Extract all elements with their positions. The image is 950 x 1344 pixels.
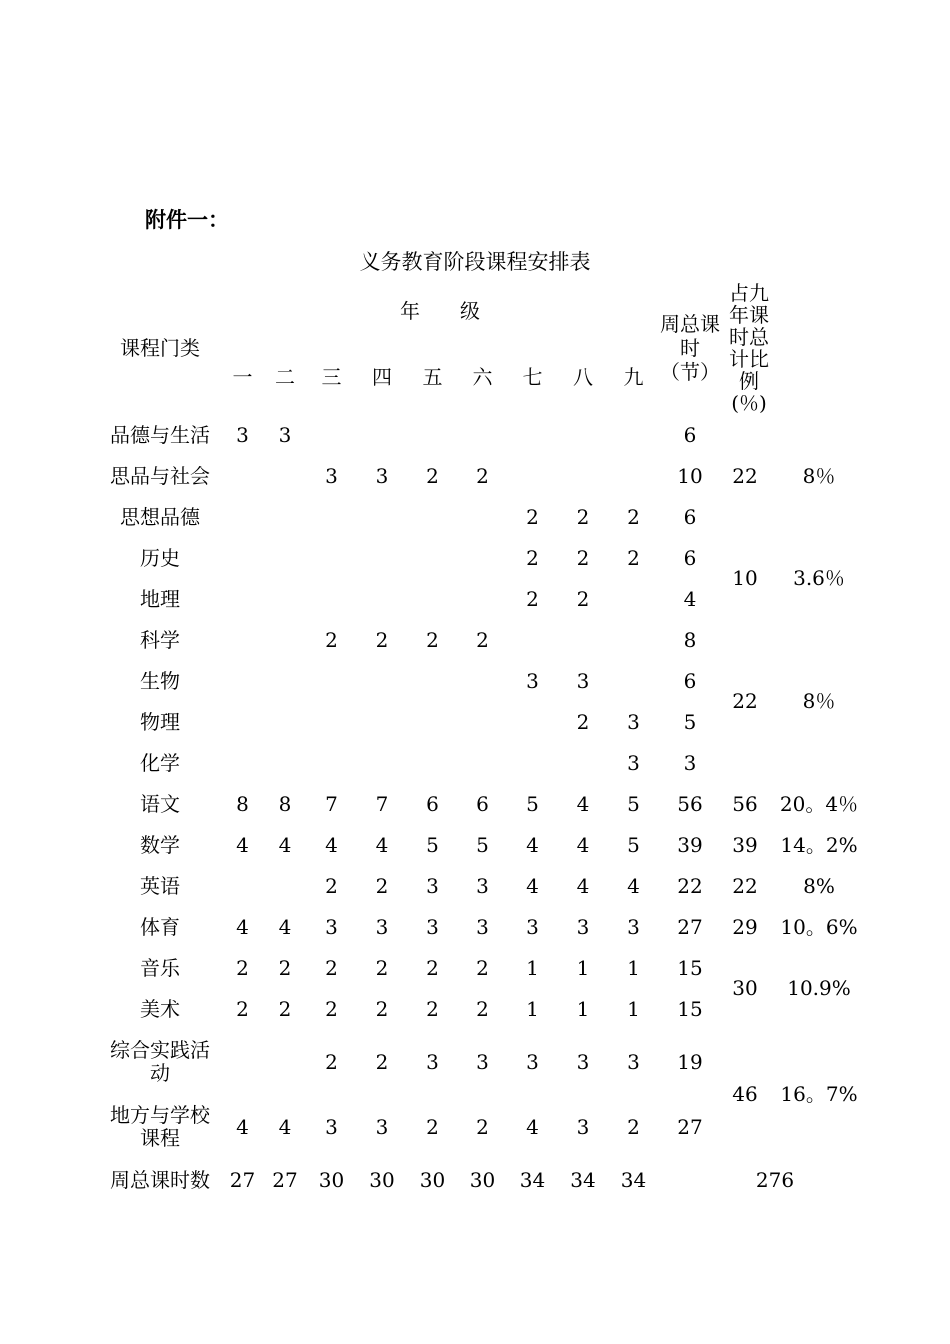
- grade-hours-cell: 3: [627, 1049, 640, 1074]
- grade-hours-cell: 3: [627, 750, 640, 775]
- subject-cell: 美术: [140, 996, 180, 1021]
- grade-hours-cell: [220, 1029, 265, 1094]
- grade-hours-cell: [506, 414, 559, 455]
- grade-hours-cell: 3: [325, 914, 338, 939]
- table-row: [100, 824, 860, 865]
- summary-cell: 27: [272, 1168, 298, 1192]
- grade-hours-cell: 4: [526, 832, 539, 857]
- grade-hours-cell: 5: [627, 832, 640, 857]
- subject-cell: 地理: [140, 586, 180, 611]
- grade-hours-cell: [459, 414, 506, 455]
- grade-hours-cell: 1: [627, 996, 640, 1021]
- grade-hours-cell: [459, 578, 506, 619]
- grade-hours-cell: 2: [426, 955, 439, 980]
- grade-hours-cell: [406, 496, 459, 537]
- grade-hours-cell: 3: [426, 873, 439, 898]
- grade-hours-cell: [305, 496, 358, 537]
- grade-hours-cell: 2: [375, 873, 389, 898]
- grade-hours-cell: 2: [627, 1114, 640, 1139]
- grade-hours-cell: [358, 578, 406, 619]
- weekly-total-cell: 27: [677, 1114, 703, 1139]
- grade-hours-cell: [220, 496, 265, 537]
- group-percent-cell: 16。7%: [780, 1082, 858, 1106]
- grade-hours-cell: [220, 742, 265, 783]
- grade-hours-cell: 4: [278, 1114, 292, 1139]
- grade-hours-cell: 6: [426, 791, 439, 816]
- subject-cell: 语文: [140, 791, 180, 816]
- group-total-cell: 22: [732, 689, 758, 713]
- grade-hours-cell: 3: [236, 422, 249, 447]
- header-grade: 三: [321, 365, 342, 390]
- grade-hours-cell: [305, 742, 358, 783]
- weekly-total-cell: 6: [683, 422, 697, 447]
- grade-hours-cell: 1: [526, 955, 539, 980]
- weekly-total-cell: 27: [677, 914, 703, 939]
- grade-hours-cell: 3: [375, 1114, 389, 1139]
- grade-hours-cell: 2: [325, 873, 338, 898]
- group-total-cell: 22: [732, 873, 758, 898]
- grade-hours-cell: 2: [576, 504, 590, 529]
- grade-hours-cell: 2: [236, 955, 249, 980]
- header-grade: 四: [372, 365, 392, 390]
- grade-hours-cell: [459, 537, 506, 578]
- group-total-cell: 39: [732, 832, 758, 857]
- table-row: [100, 906, 860, 947]
- header-grade: 九: [623, 365, 644, 390]
- header-grade: 一: [232, 365, 253, 390]
- grade-hours-cell: 2: [325, 627, 338, 652]
- grade-hours-cell: 3: [526, 914, 539, 939]
- subject-cell: 物理: [140, 709, 180, 734]
- grade-hours-cell: 3: [476, 914, 489, 939]
- grade-hours-cell: [305, 578, 358, 619]
- grade-hours-cell: 4: [375, 832, 389, 857]
- grade-hours-cell: 2: [476, 996, 489, 1021]
- group-percent-cell: 8%: [803, 873, 835, 898]
- weekly-total-cell: 19: [677, 1049, 703, 1074]
- grade-hours-cell: 8: [236, 791, 249, 816]
- grade-hours-cell: [265, 496, 305, 537]
- grade-hours-cell: 3: [278, 422, 292, 447]
- table-row: [100, 947, 860, 988]
- group-percent-cell: 8％: [802, 463, 836, 488]
- grade-hours-cell: 4: [526, 873, 539, 898]
- grade-hours-cell: 2: [576, 709, 590, 734]
- grade-hours-cell: 4: [236, 832, 249, 857]
- grade-hours-cell: [406, 414, 459, 455]
- subject-cell: 品德与生活: [110, 422, 210, 447]
- grade-hours-cell: 2: [375, 996, 389, 1021]
- summary-cell: 34: [570, 1168, 596, 1192]
- grade-hours-cell: 1: [576, 955, 590, 980]
- summary-grand-total: 276: [755, 1168, 795, 1192]
- header-grade: 八: [573, 365, 593, 390]
- grade-hours-cell: 2: [627, 545, 640, 570]
- grade-hours-cell: [305, 414, 358, 455]
- group-percent-cell: 20。4％: [779, 791, 859, 816]
- summary-cell: 30: [318, 1168, 345, 1192]
- grade-hours-cell: [559, 742, 607, 783]
- grade-hours-cell: [265, 578, 305, 619]
- subject-cell: 生物: [140, 668, 180, 693]
- grade-hours-cell: 2: [526, 545, 539, 570]
- subject-cell: 思想品德: [120, 504, 200, 529]
- grade-hours-cell: [358, 496, 406, 537]
- weekly-total-cell: 15: [677, 955, 703, 980]
- table-row: [100, 619, 860, 660]
- grade-hours-cell: 3: [375, 914, 389, 939]
- grade-hours-cell: 2: [236, 996, 249, 1021]
- grade-hours-cell: 2: [476, 1114, 489, 1139]
- grade-hours-cell: 3: [375, 463, 389, 488]
- weekly-total-cell: 6: [683, 504, 697, 529]
- grade-hours-cell: 5: [627, 791, 640, 816]
- grade-hours-cell: 2: [426, 463, 439, 488]
- grade-hours-cell: [220, 578, 265, 619]
- grade-hours-cell: 2: [325, 1049, 338, 1074]
- grade-hours-cell: 2: [576, 545, 590, 570]
- grade-hours-cell: 3: [627, 914, 640, 939]
- subject-cell: 历史: [140, 545, 180, 570]
- header-row-1: [100, 282, 860, 341]
- grade-hours-cell: [358, 537, 406, 578]
- grade-hours-cell: [305, 537, 358, 578]
- summary-cell: 34: [620, 1168, 647, 1192]
- summary-label: 周总课时数: [110, 1168, 210, 1192]
- grade-hours-cell: 3: [576, 914, 590, 939]
- group-percent-cell: 10.9%: [787, 976, 851, 1000]
- grade-hours-cell: 2: [426, 996, 439, 1021]
- table-row: [100, 537, 860, 578]
- header-weekly-total: 周总课时（节）: [660, 312, 720, 384]
- grade-hours-cell: 4: [236, 1114, 249, 1139]
- weekly-total-cell: 15: [677, 996, 703, 1021]
- subject-cell: 化学: [140, 750, 180, 775]
- grade-hours-cell: 3: [325, 1114, 338, 1139]
- grade-hours-cell: 4: [576, 873, 590, 898]
- header-grade: 五: [422, 365, 443, 390]
- grade-hours-cell: [220, 537, 265, 578]
- attachment-label: 附件一：: [145, 208, 229, 232]
- grade-hours-cell: 3: [325, 463, 338, 488]
- header-grade-group: 年 级: [400, 299, 480, 324]
- subject-cell: 思品与社会: [110, 463, 210, 488]
- grade-hours-cell: [358, 742, 406, 783]
- group-total-cell: 56: [732, 791, 758, 816]
- subject-cell: 体育: [140, 914, 180, 939]
- table-row: [100, 865, 860, 906]
- weekly-total-cell: 6: [683, 668, 697, 693]
- grade-hours-cell: [607, 414, 660, 455]
- grade-hours-cell: [406, 701, 459, 742]
- grade-hours-cell: 3: [576, 668, 590, 693]
- weekly-total-cell: 22: [677, 873, 703, 898]
- grade-hours-cell: [459, 496, 506, 537]
- summary-cell: 30: [419, 1168, 446, 1192]
- summary-cell: 27: [229, 1168, 256, 1192]
- grade-hours-cell: [265, 1029, 305, 1094]
- group-total-cell: 22: [732, 463, 758, 488]
- grade-hours-cell: 3: [526, 1049, 539, 1074]
- grade-hours-cell: 2: [426, 627, 439, 652]
- grade-hours-cell: 2: [375, 955, 389, 980]
- grade-hours-cell: 1: [627, 955, 640, 980]
- grade-hours-cell: 5: [426, 832, 439, 857]
- subject-cell: 地方与学校课程: [110, 1102, 210, 1150]
- grade-hours-cell: 2: [278, 996, 292, 1021]
- grade-hours-cell: 2: [526, 586, 539, 611]
- summary-cell: 30: [469, 1168, 496, 1192]
- header-category: 课程门类: [120, 336, 200, 360]
- table-row: [100, 1029, 860, 1094]
- summary-row: [100, 1159, 860, 1201]
- grade-hours-cell: [459, 742, 506, 783]
- grade-hours-cell: 3: [426, 914, 439, 939]
- weekly-total-cell: 4: [683, 586, 697, 611]
- grade-hours-cell: [406, 537, 459, 578]
- weekly-total-cell: 6: [683, 545, 697, 570]
- group-percent-cell: 14。2%: [780, 832, 858, 857]
- grade-hours-cell: 3: [476, 873, 489, 898]
- grade-hours-cell: 3: [476, 1049, 489, 1074]
- grade-hours-cell: 4: [236, 914, 249, 939]
- grade-hours-cell: [607, 455, 660, 496]
- weekly-total-cell: 39: [677, 832, 703, 857]
- grade-hours-cell: [506, 455, 559, 496]
- group-total-cell: 29: [732, 914, 758, 939]
- grade-hours-cell: [459, 660, 506, 701]
- grade-hours-cell: [358, 414, 406, 455]
- grade-hours-cell: [459, 701, 506, 742]
- group-total-cell: 10: [732, 566, 758, 590]
- grade-hours-cell: 1: [576, 996, 590, 1021]
- curriculum-table: [100, 282, 860, 1201]
- grade-hours-cell: [358, 660, 406, 701]
- grade-hours-cell: 4: [576, 791, 590, 816]
- grade-hours-cell: 2: [325, 996, 338, 1021]
- grade-hours-cell: 3: [576, 1049, 590, 1074]
- grade-hours-cell: [406, 742, 459, 783]
- weekly-total-cell: 10: [677, 463, 703, 488]
- grade-hours-cell: 6: [476, 791, 489, 816]
- group-percent-cell: 10。6%: [780, 914, 858, 939]
- grade-hours-cell: [220, 455, 265, 496]
- grade-hours-cell: [220, 619, 265, 660]
- grade-hours-cell: 2: [476, 627, 489, 652]
- grade-hours-cell: 2: [426, 1114, 439, 1139]
- grade-hours-cell: 2: [627, 504, 640, 529]
- grade-hours-cell: 1: [526, 996, 539, 1021]
- grade-hours-cell: 7: [325, 791, 338, 816]
- grade-hours-cell: [265, 619, 305, 660]
- weekly-total-cell: 3: [683, 750, 697, 775]
- group-percent-cell: 3.6％: [793, 566, 845, 590]
- weekly-total-cell: 56: [677, 791, 703, 816]
- header-grade: 二: [275, 365, 295, 390]
- group-total-cell: 46: [732, 1082, 758, 1106]
- grade-hours-cell: [358, 701, 406, 742]
- grade-hours-cell: [265, 742, 305, 783]
- grade-hours-cell: 2: [325, 955, 338, 980]
- grade-hours-cell: 3: [627, 709, 640, 734]
- table-title: 义务教育阶段课程安排表: [359, 250, 591, 274]
- grade-hours-cell: 5: [476, 832, 489, 857]
- grade-hours-cell: 4: [278, 832, 292, 857]
- grade-hours-cell: 2: [278, 955, 292, 980]
- grade-hours-cell: [220, 865, 265, 906]
- weekly-total-cell: 8: [683, 627, 697, 652]
- table-body: [100, 414, 860, 1159]
- summary-cell: 30: [369, 1168, 395, 1192]
- grade-hours-cell: 7: [375, 791, 389, 816]
- subject-cell: 科学: [140, 627, 180, 652]
- header-grade: 六: [472, 365, 493, 390]
- grade-hours-cell: 2: [476, 955, 489, 980]
- grade-hours-cell: [305, 660, 358, 701]
- grade-hours-cell: [607, 660, 660, 701]
- header-grade: 七: [522, 365, 543, 390]
- grade-hours-cell: [559, 455, 607, 496]
- grade-hours-cell: 4: [576, 832, 590, 857]
- grade-hours-cell: 3: [576, 1114, 590, 1139]
- grade-hours-cell: [607, 619, 660, 660]
- grade-hours-cell: 4: [627, 873, 640, 898]
- grade-hours-cell: [265, 660, 305, 701]
- grade-hours-cell: [220, 660, 265, 701]
- grade-hours-cell: [265, 701, 305, 742]
- grade-hours-cell: 2: [375, 1049, 389, 1074]
- table-row: [100, 414, 860, 455]
- grade-hours-cell: [406, 578, 459, 619]
- table-row: [100, 783, 860, 824]
- grade-hours-cell: [305, 701, 358, 742]
- subject-cell: 综合实践活动: [110, 1037, 210, 1085]
- grade-hours-cell: [265, 455, 305, 496]
- grade-hours-cell: 2: [526, 504, 539, 529]
- grade-hours-cell: 2: [476, 463, 489, 488]
- group-percent-cell: 8％: [802, 689, 836, 713]
- grade-hours-cell: [265, 537, 305, 578]
- grade-hours-cell: [506, 701, 559, 742]
- weekly-total-cell: 5: [683, 709, 697, 734]
- grade-hours-cell: [559, 619, 607, 660]
- grade-hours-cell: [559, 414, 607, 455]
- subject-cell: 数学: [140, 832, 180, 857]
- group-total-cell: 30: [732, 976, 758, 1000]
- grade-hours-cell: [506, 619, 559, 660]
- subject-cell: 音乐: [140, 955, 180, 980]
- grade-hours-cell: 4: [278, 914, 292, 939]
- grade-hours-cell: 3: [526, 668, 539, 693]
- grade-hours-cell: 3: [426, 1049, 439, 1074]
- subject-cell: 英语: [140, 873, 180, 898]
- grade-hours-cell: 2: [576, 586, 590, 611]
- grade-hours-cell: [265, 865, 305, 906]
- grade-hours-cell: [506, 742, 559, 783]
- grade-hours-cell: 4: [526, 1114, 539, 1139]
- summary-cell: 34: [519, 1168, 546, 1192]
- grade-hours-cell: [406, 660, 459, 701]
- grade-hours-cell: 2: [375, 627, 389, 652]
- grade-hours-cell: 4: [325, 832, 338, 857]
- grade-hours-cell: 5: [526, 791, 539, 816]
- header-percent: 占九年课时总计比例(％): [729, 281, 769, 415]
- grade-hours-cell: 8: [278, 791, 292, 816]
- grade-hours-cell: [220, 701, 265, 742]
- grade-hours-cell: [607, 578, 660, 619]
